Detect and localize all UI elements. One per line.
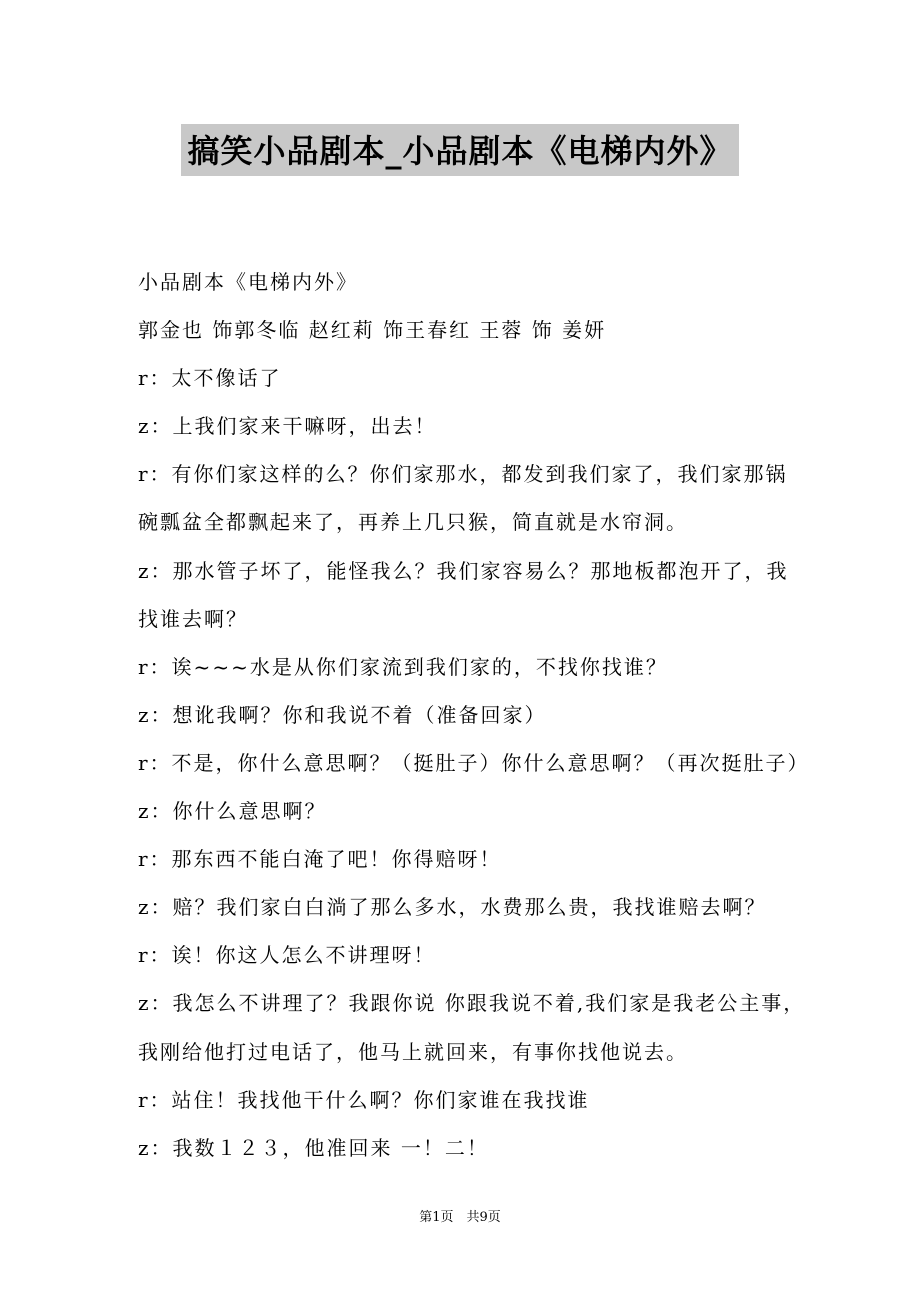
dialogue-line: z：我数１２３，他准回来 一！二！ — [138, 1135, 489, 1160]
dialogue-line: z：赔？我们家白白淌了那么多水，水费那么贵，我找谁赔去啊？ — [138, 895, 767, 920]
dialogue-line: z：上我们家来干嘛呀，出去！ — [138, 414, 437, 439]
dialogue-line: 碗瓢盆全都飘起来了，再养上几只猴，简直就是水帘洞。 — [138, 510, 688, 535]
title-container — [0, 124, 920, 176]
script-heading: 小品剧本《电梯内外》 — [138, 270, 358, 294]
dialogue-line: 找谁去啊？ — [138, 606, 248, 631]
dialogue-line: r：有你们家这样的么？你们家那水，都发到我们家了，我们家那锅 — [138, 462, 788, 487]
script-body — [138, 258, 810, 1172]
page-number-footer: 第1页 共9页 — [419, 1210, 501, 1225]
dialogue-line: z：我怎么不讲理了？我跟你说 你跟我说不着,我们家是我老公主事， — [138, 991, 806, 1016]
dialogue-line: z：那水管子坏了，能怪我么？我们家容易么？那地板都泡开了，我 — [138, 558, 789, 583]
dialogue-line: z：你什么意思啊？ — [138, 799, 327, 824]
dialogue-line: r：站住！我找他干什么啊？你们家谁在我找谁 — [138, 1087, 590, 1112]
cast-line: 郭金也 饰郭冬临 赵红莉 饰王春红 王蓉 饰 姜妍 — [138, 318, 607, 343]
dialogue-line: r：那东西不能白淹了吧！你得赔呀！ — [138, 847, 502, 872]
dialogue-line: r：诶~~~水是从你们家流到我们家的，不找你找谁？ — [138, 654, 668, 679]
dialogue-line: z：想讹我啊？你和我说不着（准备回家） — [138, 702, 547, 727]
dialogue-line: r：不是，你什么意思啊？（挺肚子）你什么意思啊？（再次挺肚子） — [138, 750, 810, 775]
dialogue-line: 我刚给他打过电话了，他马上就回来，有事你找他说去。 — [138, 1039, 688, 1064]
dialogue-line: r：诶！你这人怎么不讲理呀！ — [138, 943, 436, 968]
dialogue-line: r：太不像话了 — [138, 366, 282, 391]
document-title: 搞笑小品剧本_小品剧本《电梯内外》 — [181, 124, 738, 176]
